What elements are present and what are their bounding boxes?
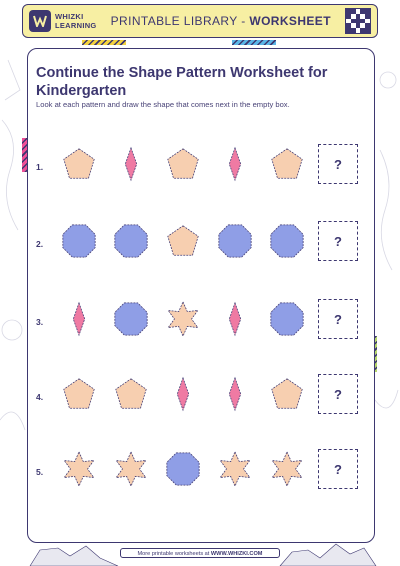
pentagon-shape-icon — [268, 145, 306, 183]
answer-box[interactable] — [318, 299, 358, 339]
logo-line-2: LEARNING — [55, 21, 97, 30]
pentagon-shape-icon — [164, 145, 202, 183]
diamond-shape-icon — [216, 300, 254, 338]
qr-code-icon — [345, 8, 371, 34]
worksheet-heading: Continue the Shape Pattern Worksheet for Kindergarten — [36, 65, 328, 99]
diamond-shape-icon — [216, 145, 254, 183]
star6-shape-icon — [216, 450, 254, 488]
diamond-shape-icon — [216, 375, 254, 413]
answer-box[interactable] — [318, 221, 358, 261]
octagon-shape-icon — [268, 300, 306, 338]
row-number: 2. — [36, 239, 44, 249]
row-number: 1. — [36, 162, 44, 172]
worksheet-instruction: Look at each pattern and draw the shape that comes next in the empty box. — [36, 100, 290, 109]
diamond-shape-icon — [60, 300, 98, 338]
octagon-shape-icon — [268, 222, 306, 260]
star6-shape-icon — [268, 450, 306, 488]
pentagon-shape-icon — [60, 375, 98, 413]
pentagon-shape-icon — [164, 222, 202, 260]
logo-line-1: WHIZKI — [55, 12, 84, 21]
diamond-shape-icon — [112, 145, 150, 183]
logo-text — [55, 12, 97, 30]
footer-text — [120, 548, 280, 558]
header-title — [97, 14, 345, 28]
answer-placeholder: ? — [334, 461, 342, 477]
answer-placeholder: ? — [334, 386, 342, 402]
footer-link[interactable]: WWW.WHIZKI.COM — [210, 551, 263, 557]
header-title-prefix: PRINTABLE LIBRARY - — [110, 14, 250, 28]
pentagon-shape-icon — [112, 375, 150, 413]
row-number: 5. — [36, 467, 44, 477]
octagon-shape-icon — [112, 300, 150, 338]
octagon-shape-icon — [164, 450, 202, 488]
star6-shape-icon — [164, 300, 202, 338]
answer-box[interactable] — [318, 449, 358, 489]
answer-placeholder: ? — [334, 233, 342, 249]
star6-shape-icon — [112, 450, 150, 488]
page-header — [22, 4, 378, 38]
answer-placeholder: ? — [334, 311, 342, 327]
row-number: 3. — [36, 317, 44, 327]
octagon-shape-icon — [216, 222, 254, 260]
header-stripe-blue — [232, 40, 276, 45]
header-stripe-yellow — [82, 40, 126, 45]
header-title-bold: WORKSHEET — [249, 14, 331, 28]
row-number: 4. — [36, 392, 44, 402]
pentagon-shape-icon — [60, 145, 98, 183]
answer-box[interactable] — [318, 374, 358, 414]
answer-box[interactable] — [318, 144, 358, 184]
whizki-logo — [29, 10, 51, 32]
octagon-shape-icon — [60, 222, 98, 260]
footer-text-prefix: More printable worksheets at — [137, 551, 211, 557]
diamond-shape-icon — [164, 375, 202, 413]
logo-w-icon — [33, 15, 47, 27]
pentagon-shape-icon — [268, 375, 306, 413]
answer-placeholder: ? — [334, 156, 342, 172]
octagon-shape-icon — [112, 222, 150, 260]
star6-shape-icon — [60, 450, 98, 488]
